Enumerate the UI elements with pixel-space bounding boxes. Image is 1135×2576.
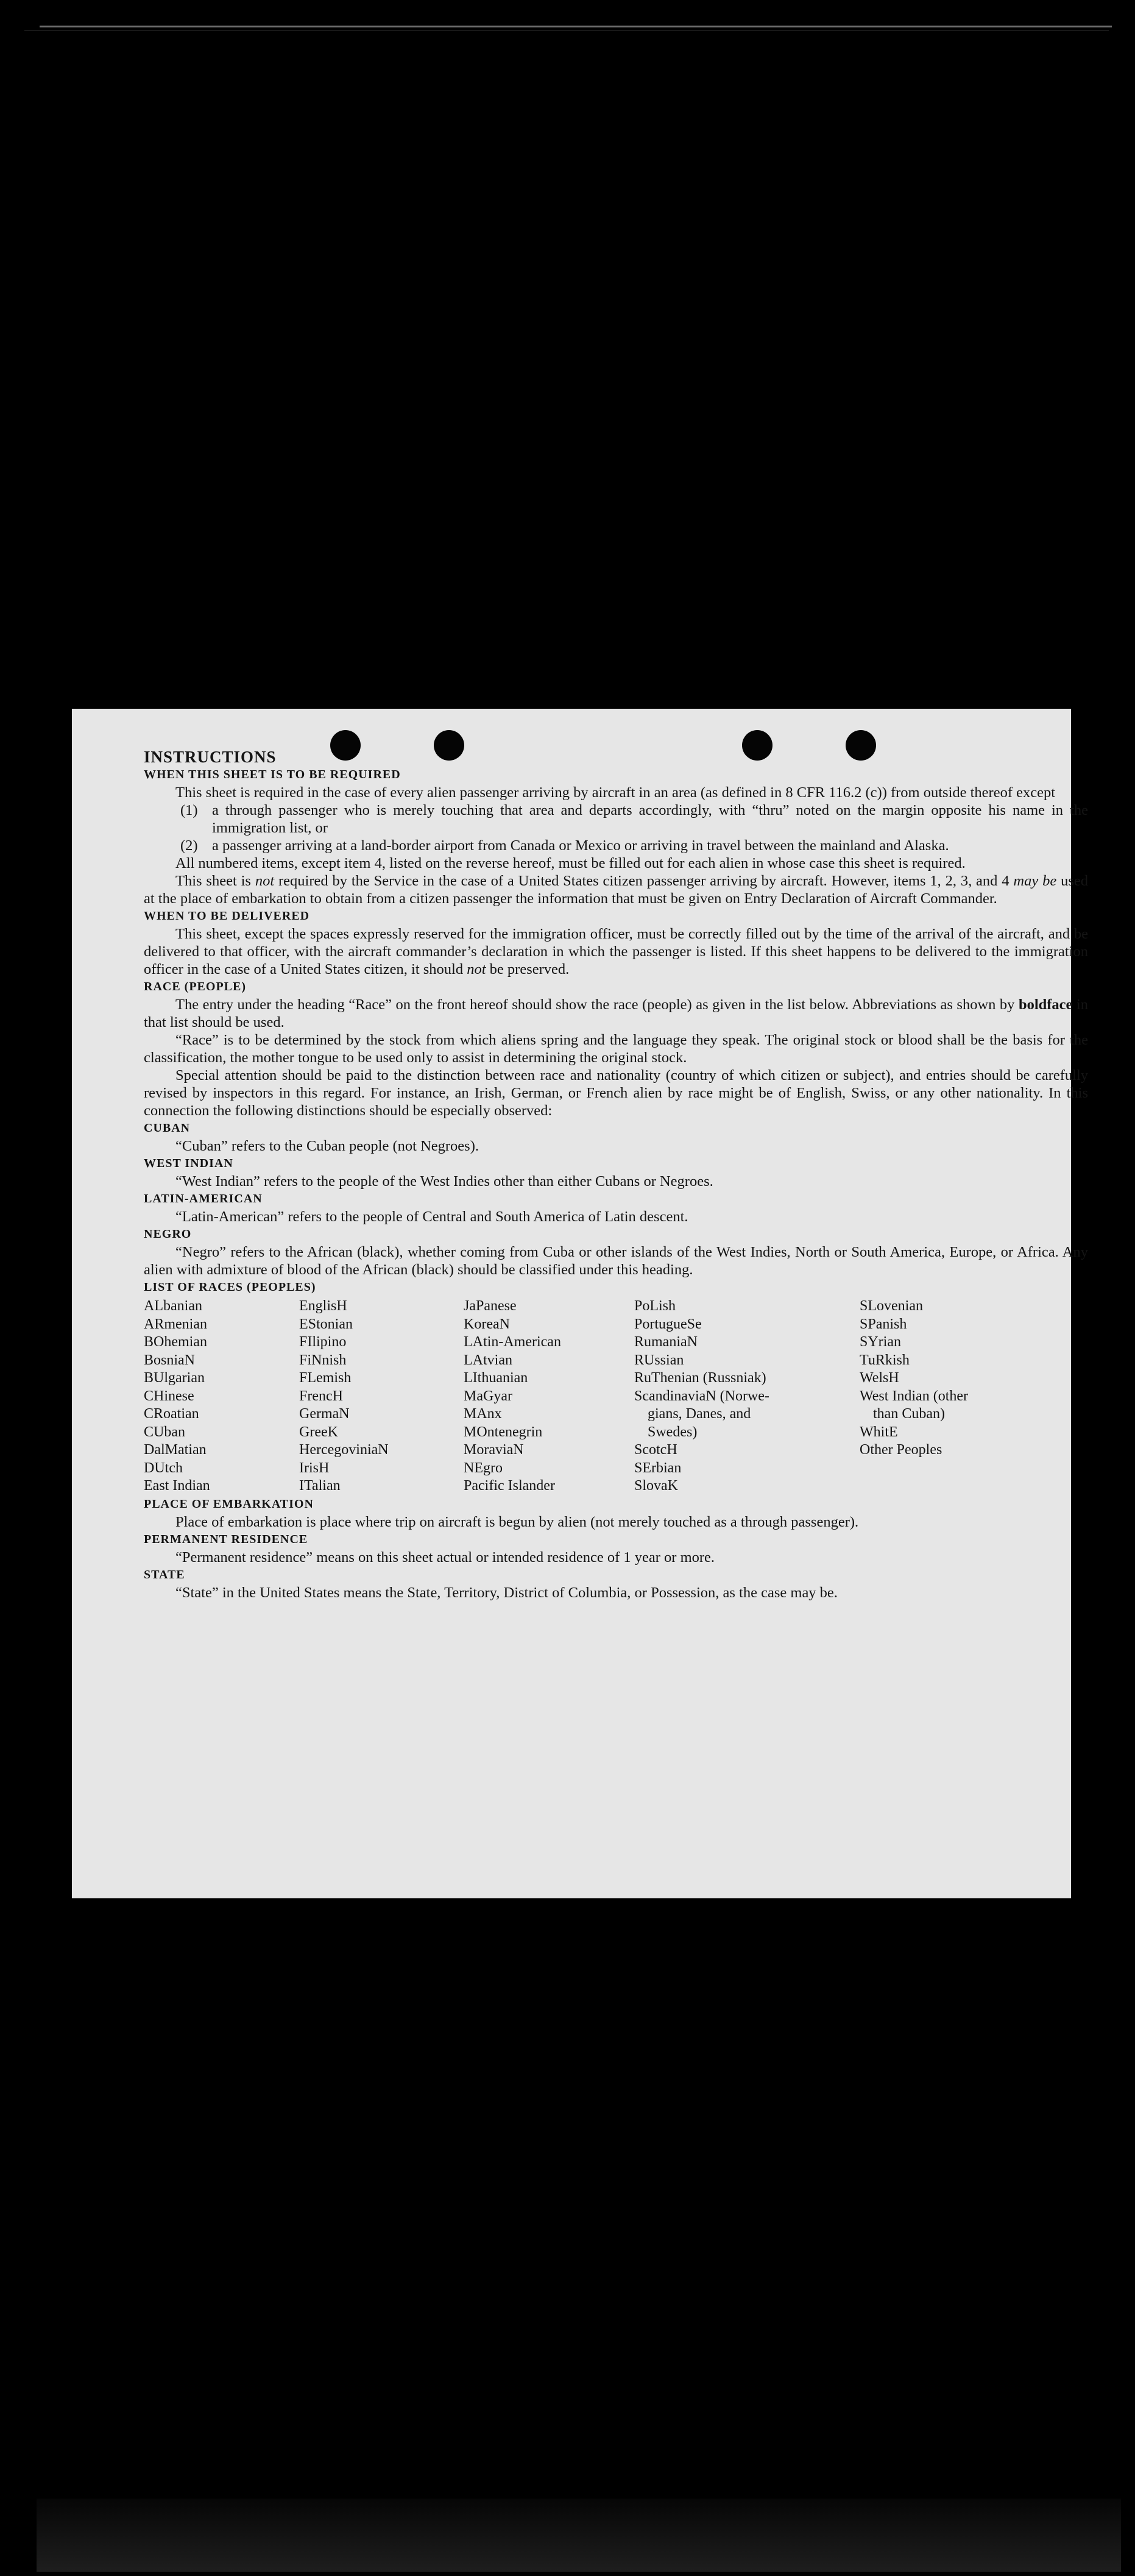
race-entry: RumaniaN xyxy=(634,1334,698,1350)
paragraph-race-entry: The entry under the heading “Race” on the front hereof should show the race (people) as given in the list below. Abbreviations as shown by boldface in that list should be used. xyxy=(144,996,1088,1031)
race-entry: CUban xyxy=(144,1424,185,1440)
race-entry: than Cuban) xyxy=(873,1406,945,1422)
race-column xyxy=(634,1297,860,1496)
item-number: (2) xyxy=(180,837,198,854)
race-entry: LAtvian xyxy=(464,1352,512,1368)
page-title: INSTRUCTIONS xyxy=(144,748,277,766)
race-entry: KoreaN xyxy=(464,1316,510,1332)
paragraph-numbered-items: All numbered items, except item 4, listed on the reverse hereof, must be filled out for each alien in whose case this sheet is required. xyxy=(175,855,966,871)
race-entry: FiNnish xyxy=(299,1352,347,1368)
race-entry: CRoatian xyxy=(144,1406,199,1422)
paragraph-west-indian: “West Indian” refers to the people of the West Indies other than either Cubans or Negroes. xyxy=(175,1173,713,1190)
race-entry: EStonian xyxy=(299,1316,353,1332)
race-entry: MAnx xyxy=(464,1406,502,1422)
item-number: (1) xyxy=(180,802,198,818)
paragraph-required: This sheet is required in the case of every alien passenger arriving by aircraft in an area (as defined in 8 CFR 116.2 (c)) from outside thereof except xyxy=(175,784,1056,801)
document-sheet xyxy=(72,709,1088,1898)
race-entry: PoLish xyxy=(634,1298,676,1314)
race-entry: HercegoviniaN xyxy=(299,1442,389,1458)
heading-race: RACE (PEOPLE) xyxy=(144,980,246,993)
race-entry: WhitE xyxy=(860,1424,898,1440)
paragraph-latin-american: “Latin-American” refers to the people of Central and South America of Latin descent. xyxy=(175,1208,688,1225)
race-entry: RuThenian (Russniak) xyxy=(634,1370,766,1386)
instructions-body xyxy=(144,748,1088,1602)
race-entry: FLemish xyxy=(299,1370,352,1386)
race-entry: FrencH xyxy=(299,1388,343,1404)
race-entry: ARmenian xyxy=(144,1316,207,1332)
heading-cuban: CUBAN xyxy=(144,1121,191,1135)
paragraph-citizen: This sheet is not required by the Service in the case of a United States citizen passenger arriving by aircraft. However, items 1, 2, 3, and 4 may be used at the place of embarkation to obtain from a citizen passenger the information that must be given on Entry Declaration of Aircraft Commander. xyxy=(144,873,1088,907)
film-edge-line-faint xyxy=(24,30,1109,31)
race-entry: MOntenegrin xyxy=(464,1424,543,1440)
paragraph-negro: “Negro” refers to the African (black), whether coming from Cuba or other islands of the West Indies, North or South America, Europe, or Africa. Any alien with admixture of blood of the African (black) should be classified under this heading. xyxy=(144,1244,1088,1278)
race-entry: MaGyar xyxy=(464,1388,512,1404)
race-entry: NEgro xyxy=(464,1460,503,1476)
race-entry: GreeK xyxy=(299,1424,338,1440)
race-column xyxy=(144,1297,299,1496)
heading-permanent-residence: PERMANENT RESIDENCE xyxy=(144,1532,308,1546)
race-entry: SYrian xyxy=(860,1334,901,1350)
paragraph-cuban: “Cuban” refers to the Cuban people (not Negroes). xyxy=(175,1138,479,1154)
race-entry: BosniaN xyxy=(144,1352,195,1368)
race-column xyxy=(299,1297,464,1496)
race-entry: DalMatian xyxy=(144,1442,207,1458)
race-entry: ITalian xyxy=(299,1478,341,1494)
exception-item xyxy=(180,801,1088,837)
race-entry: BOhemian xyxy=(144,1334,207,1350)
heading-when-required: WHEN THIS SHEET IS TO BE REQUIRED xyxy=(144,768,401,781)
race-entry: ScotcH xyxy=(634,1442,677,1458)
race-entry: gians, Danes, and xyxy=(648,1406,751,1422)
race-entry: Other Peoples xyxy=(860,1442,942,1458)
race-entry: SPanish xyxy=(860,1316,907,1332)
item-text: a passenger arriving at a land-border airport from Canada or Mexico or arriving in travel between the mainland and Alaska. xyxy=(212,837,949,854)
race-entry: ALbanian xyxy=(144,1298,202,1314)
race-entry: DUtch xyxy=(144,1460,183,1476)
film-edge-line xyxy=(40,26,1112,27)
heading-latin-american: LATIN-AMERICAN xyxy=(144,1192,263,1205)
race-entry: LAtin-American xyxy=(464,1334,561,1350)
race-entry: SLovenian xyxy=(860,1298,923,1314)
race-entry: Swedes) xyxy=(648,1424,698,1440)
race-entry: SErbian xyxy=(634,1460,682,1476)
paragraph-state: “State” in the United States means the State, Territory, District of Columbia, or Possession, as the case may be. xyxy=(175,1584,838,1601)
heading-state: STATE xyxy=(144,1567,185,1581)
race-entry: LIthuanian xyxy=(464,1370,528,1386)
race-entry: TuRkish xyxy=(860,1352,910,1368)
race-entry: JaPanese xyxy=(464,1298,517,1314)
paragraph-delivered: This sheet, except the spaces expressly reserved for the immigration officer, must be correctly filled out by the time of the arrival of the aircraft, and be delivered to that officer, with the aircraft commander’s declaration in which the passenger is listed. If this sheet happens to be delivered to the immigration officer in the case of a United States citizen, it should not be preserved. xyxy=(144,926,1088,978)
race-entry: WelsH xyxy=(860,1370,899,1386)
paragraph-race-definition: “Race” is to be determined by the stock from which aliens spring and the language they speak. The original stock or blood shall be the basis for the classification, the mother tongue to be used only to assist in determining the original stock. xyxy=(144,1032,1088,1066)
race-entry: Pacific Islander xyxy=(464,1478,555,1494)
heading-west-indian: WEST INDIAN xyxy=(144,1157,233,1170)
heading-list-of-races: LIST OF RACES (PEOPLES) xyxy=(144,1280,316,1294)
item-text: a through passenger who is merely touching that area and departs accordingly, with “thru” noted on the margin opposite his name in the immigration list, or xyxy=(212,802,1088,836)
race-column xyxy=(464,1297,634,1496)
race-entry: East Indian xyxy=(144,1478,210,1494)
race-entry: EnglisH xyxy=(299,1298,347,1314)
race-entry: RUssian xyxy=(634,1352,684,1368)
heading-negro: NEGRO xyxy=(144,1227,192,1241)
race-list xyxy=(144,1297,1088,1496)
film-bottom-shadow xyxy=(37,2499,1121,2572)
race-column xyxy=(860,1297,1042,1496)
race-entry: West Indian (other xyxy=(860,1388,969,1404)
race-entry: ScandinaviaN (Norwe- xyxy=(634,1388,769,1404)
paragraph-race-nationality: Special attention should be paid to the distinction between race and nationality (country of which citizen or subject), and entries should be carefully revised by inspectors in this regard. For instance, an Irish, German, or French alien by race might be of English, Swiss, or any other nationality. In this connection the following distinctions should be especially observed: xyxy=(144,1067,1088,1119)
race-entry: FIlipino xyxy=(299,1334,347,1350)
heading-place-of-embarkation: PLACE OF EMBARKATION xyxy=(144,1497,314,1511)
race-entry: GermaN xyxy=(299,1406,350,1422)
race-entry: SlovaK xyxy=(634,1478,678,1494)
paragraph-residence: “Permanent residence” means on this sheet actual or intended residence of 1 year or more. xyxy=(175,1549,715,1566)
race-entry: PortugueSe xyxy=(634,1316,702,1332)
race-entry: MoraviaN xyxy=(464,1442,524,1458)
exception-item xyxy=(180,837,1088,854)
heading-when-delivered: WHEN TO BE DELIVERED xyxy=(144,909,310,923)
race-entry: CHinese xyxy=(144,1388,194,1404)
race-entry: BUlgarian xyxy=(144,1370,205,1386)
race-entry: IrisH xyxy=(299,1460,330,1476)
paragraph-embarkation: Place of embarkation is place where trip on aircraft is begun by alien (not merely touched as a through passenger). xyxy=(175,1513,859,1530)
